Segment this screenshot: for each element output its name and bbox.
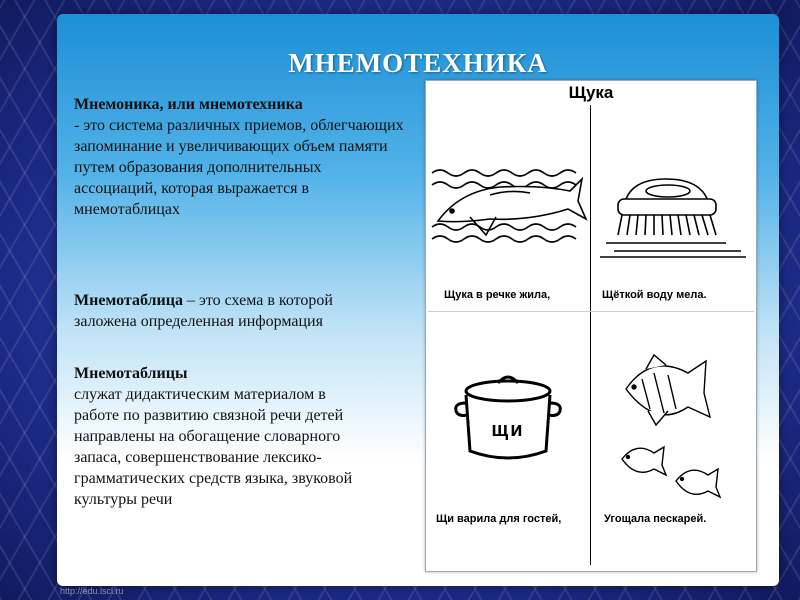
brush-icon <box>596 171 751 261</box>
caption-4: Угощала пескарей. <box>604 513 707 525</box>
watermark: http://edu.lscl.ru <box>60 586 124 596</box>
mnemotables-purpose <box>74 363 374 510</box>
mnemotable-term: Мнемотаблица <box>74 292 183 309</box>
slide-title: МНЕМОТЕХНИКА <box>288 48 548 78</box>
mnemonics-body: - это система различных приемов, облегчающих запоминание и увеличивающих объем памяти путем образования дополнительных ассоциаций, которая выражается в мнемотаблицах <box>74 117 404 218</box>
mnemotable-image <box>425 80 757 572</box>
grid-divider-vertical <box>590 105 591 565</box>
caption-2: Щёткой воду мела. <box>602 289 707 301</box>
mnemotable-title: Щука <box>568 83 614 102</box>
mnemotable-definition <box>74 290 374 332</box>
mnemotables-body: служат дидактическим материалом в работе по развитию связной речи детей направлены на обогащение словарного запаса, совершенствование лексико-грамматических средств языка, звуковой культуры речи <box>74 386 353 508</box>
mnemotables-term: Мнемотаблицы <box>74 365 188 382</box>
mnemotable-body: – это схема в которой заложена определенная информация <box>74 292 333 330</box>
fish-icon <box>606 349 756 509</box>
pike-fish-icon <box>430 161 588 253</box>
slide <box>57 14 779 586</box>
pot-label: щи <box>491 419 525 441</box>
grid-divider-horizontal <box>428 311 754 312</box>
caption-3: Щи варила для гостей, <box>436 513 562 525</box>
caption-1: Щука в речке жила, <box>444 289 551 301</box>
mnemonics-definition <box>74 94 404 220</box>
mnemonics-term: Мнемоника, или мнемотехника <box>74 96 303 113</box>
